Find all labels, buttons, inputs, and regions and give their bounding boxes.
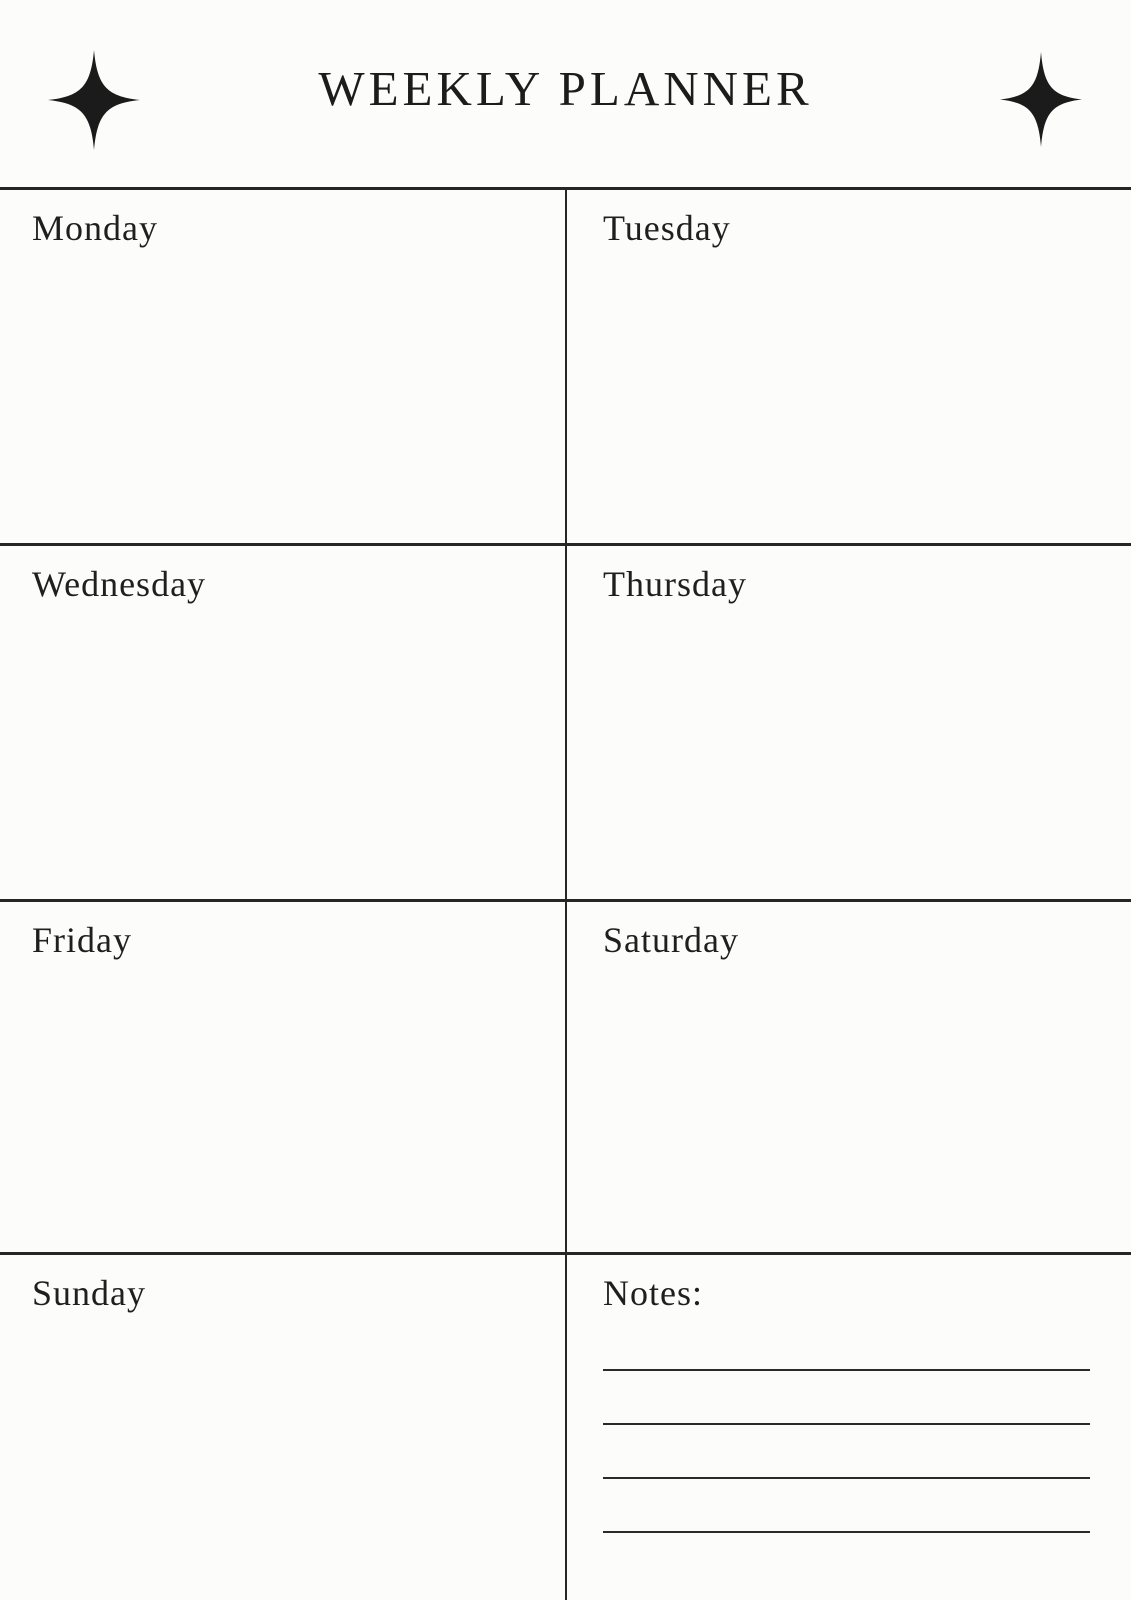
day-label-friday: Friday xyxy=(32,920,132,960)
notes-label: Notes: xyxy=(603,1273,703,1313)
day-cell-friday xyxy=(0,902,567,1252)
day-cell-sunday xyxy=(0,1255,567,1600)
day-label-thursday: Thursday xyxy=(603,564,747,604)
notes-writing-lines xyxy=(603,1317,1090,1533)
day-cell-tuesday xyxy=(567,190,1131,543)
day-label-monday: Monday xyxy=(32,208,158,248)
grid-row-4 xyxy=(0,1255,1131,1600)
day-label-tuesday: Tuesday xyxy=(603,208,731,248)
grid-row-3 xyxy=(0,902,1131,1255)
day-cell-wednesday xyxy=(0,546,567,899)
header xyxy=(0,0,1131,187)
day-label-sunday: Sunday xyxy=(32,1273,146,1313)
day-cell-saturday xyxy=(567,902,1131,1252)
notes-writing-line xyxy=(603,1479,1090,1533)
sparkle-star-icon xyxy=(1000,52,1082,147)
notes-writing-line xyxy=(603,1317,1090,1371)
grid-row-1 xyxy=(0,190,1131,546)
grid-row-2 xyxy=(0,546,1131,902)
day-label-wednesday: Wednesday xyxy=(32,564,207,604)
page-title: WEEKLY PLANNER xyxy=(318,61,813,116)
notes-cell xyxy=(567,1255,1131,1600)
notes-writing-line xyxy=(603,1371,1090,1425)
day-label-saturday: Saturday xyxy=(603,920,739,960)
day-cell-thursday xyxy=(567,546,1131,899)
day-cell-monday xyxy=(0,190,567,543)
notes-writing-line xyxy=(603,1425,1090,1479)
planner-grid xyxy=(0,187,1131,1600)
